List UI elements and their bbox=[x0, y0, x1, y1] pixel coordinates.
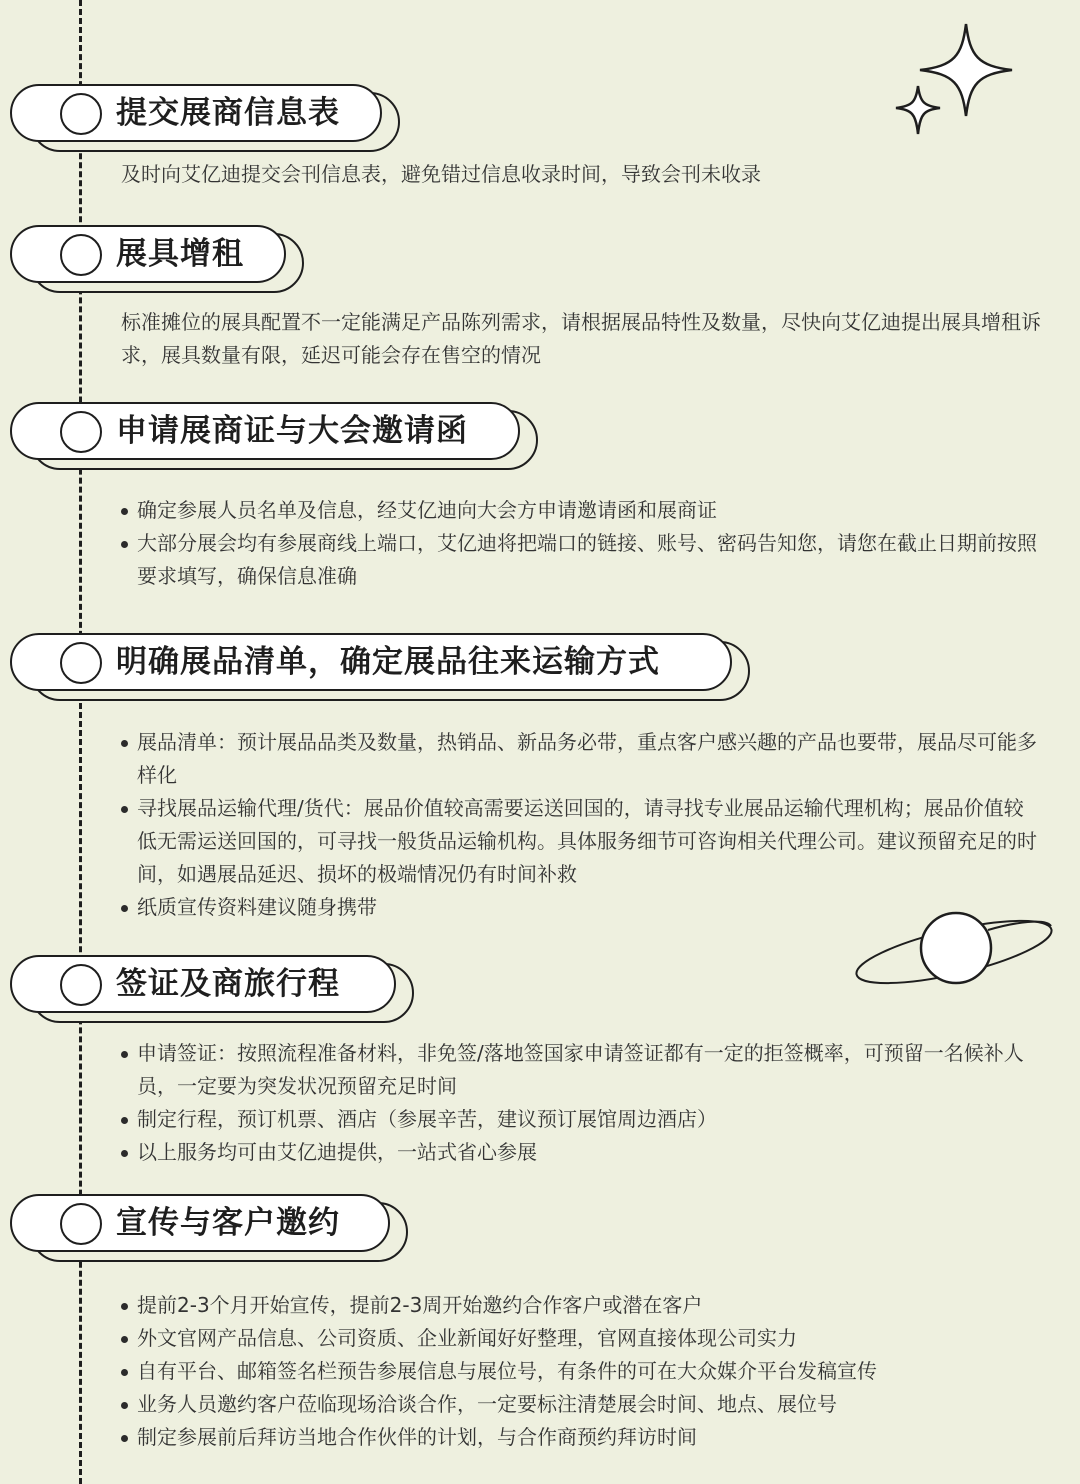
bullet-icon bbox=[121, 905, 128, 912]
bullet-icon bbox=[121, 508, 128, 515]
list-item: 展品清单：预计展品品类及数量，热销品、新品务必带，重点客户感兴趣的产品也要带，展品尽可能多样化 bbox=[121, 726, 1041, 792]
circle-icon bbox=[60, 964, 102, 1006]
section-header bbox=[10, 1194, 390, 1254]
bullet-icon bbox=[121, 1117, 128, 1124]
bullet-icon bbox=[121, 1051, 128, 1058]
section-title: 提交展商信息表 bbox=[116, 95, 340, 131]
bullet-list bbox=[121, 1037, 1041, 1169]
section-title: 明确展品清单，确定展品往来运输方式 bbox=[116, 644, 660, 680]
list-item: 制定参展前后拜访当地合作伙伴的计划，与合作商预约拜访时间 bbox=[121, 1421, 1041, 1454]
list-item: 提前2-3个月开始宣传，提前2-3周开始邀约合作客户或潜在客户 bbox=[121, 1289, 1041, 1322]
bullet-icon bbox=[121, 1150, 128, 1157]
circle-icon bbox=[60, 234, 102, 276]
bullet-icon bbox=[121, 1336, 128, 1343]
list-item: 业务人员邀约客户莅临现场洽谈合作，一定要标注清楚展会时间、地点、展位号 bbox=[121, 1388, 1041, 1421]
bullet-icon bbox=[121, 1402, 128, 1409]
circle-icon bbox=[60, 642, 102, 684]
bullet-list bbox=[121, 1289, 1041, 1454]
bullet-list bbox=[121, 494, 1041, 593]
section-title: 签证及商旅行程 bbox=[116, 966, 340, 1002]
sparkle-small-icon bbox=[896, 86, 940, 134]
bullet-icon bbox=[121, 1303, 128, 1310]
section-paragraph: 标准摊位的展具配置不一定能满足产品陈列需求，请根据展品特性及数量，尽快向艾亿迪提出展具增租诉求，展具数量有限，延迟可能会存在售空的情况 bbox=[121, 310, 1041, 367]
section-header bbox=[10, 402, 520, 462]
section-header bbox=[10, 633, 732, 693]
section-header bbox=[10, 84, 382, 144]
list-item: 以上服务均可由艾亿迪提供，一站式省心参展 bbox=[121, 1136, 1041, 1169]
circle-icon bbox=[60, 411, 102, 453]
bullet-icon bbox=[121, 1435, 128, 1442]
circle-icon bbox=[60, 1203, 102, 1245]
section-header bbox=[10, 955, 396, 1015]
sparkle-large-icon bbox=[920, 24, 1012, 116]
list-item: 制定行程，预订机票、酒店（参展辛苦，建议预订展馆周边酒店） bbox=[121, 1103, 1041, 1136]
bullet-icon bbox=[121, 740, 128, 747]
list-item: 自有平台、邮箱签名栏预告参展信息与展位号，有条件的可在大众媒介平台发稿宣传 bbox=[121, 1355, 1041, 1388]
list-item: 大部分展会均有参展商线上端口，艾亿迪将把端口的链接、账号、密码告知您，请您在截止日期前按照要求填写，确保信息准确 bbox=[121, 527, 1041, 593]
list-item: 寻找展品运输代理/货代：展品价值较高需要运送回国的，请寻找专业展品运输代理机构；展品价值较低无需运送回国的，可寻找一般货品运输机构。具体服务细节可咨询相关代理公司。建议预留充足的时间，如遇展品延迟、损坏的极端情况仍有时间补救 bbox=[121, 792, 1041, 891]
bullet-icon bbox=[121, 806, 128, 813]
list-item: 申请签证：按照流程准备材料，非免签/落地签国家申请签证都有一定的拒签概率，可预留一名候补人员，一定要为突发状况预留充足时间 bbox=[121, 1037, 1041, 1103]
sparkle-icon bbox=[890, 20, 1030, 145]
bullet-list bbox=[121, 726, 1041, 924]
list-item: 外文官网产品信息、公司资质、企业新闻好好整理，官网直接体现公司实力 bbox=[121, 1322, 1041, 1355]
bullet-icon bbox=[121, 1369, 128, 1376]
section-title: 展具增租 bbox=[116, 236, 244, 272]
bullet-icon bbox=[121, 541, 128, 548]
list-item: 纸质宣传资料建议随身携带 bbox=[121, 891, 1041, 924]
section-title: 宣传与客户邀约 bbox=[116, 1205, 340, 1241]
circle-icon bbox=[60, 93, 102, 135]
section-paragraph: 及时向艾亿迪提交会刊信息表，避免错过信息收录时间，导致会刊未收录 bbox=[121, 162, 761, 186]
section-header bbox=[10, 225, 286, 285]
list-item: 确定参展人员名单及信息，经艾亿迪向大会方申请邀请函和展商证 bbox=[121, 494, 1041, 527]
section-title: 申请展商证与大会邀请函 bbox=[116, 413, 468, 449]
